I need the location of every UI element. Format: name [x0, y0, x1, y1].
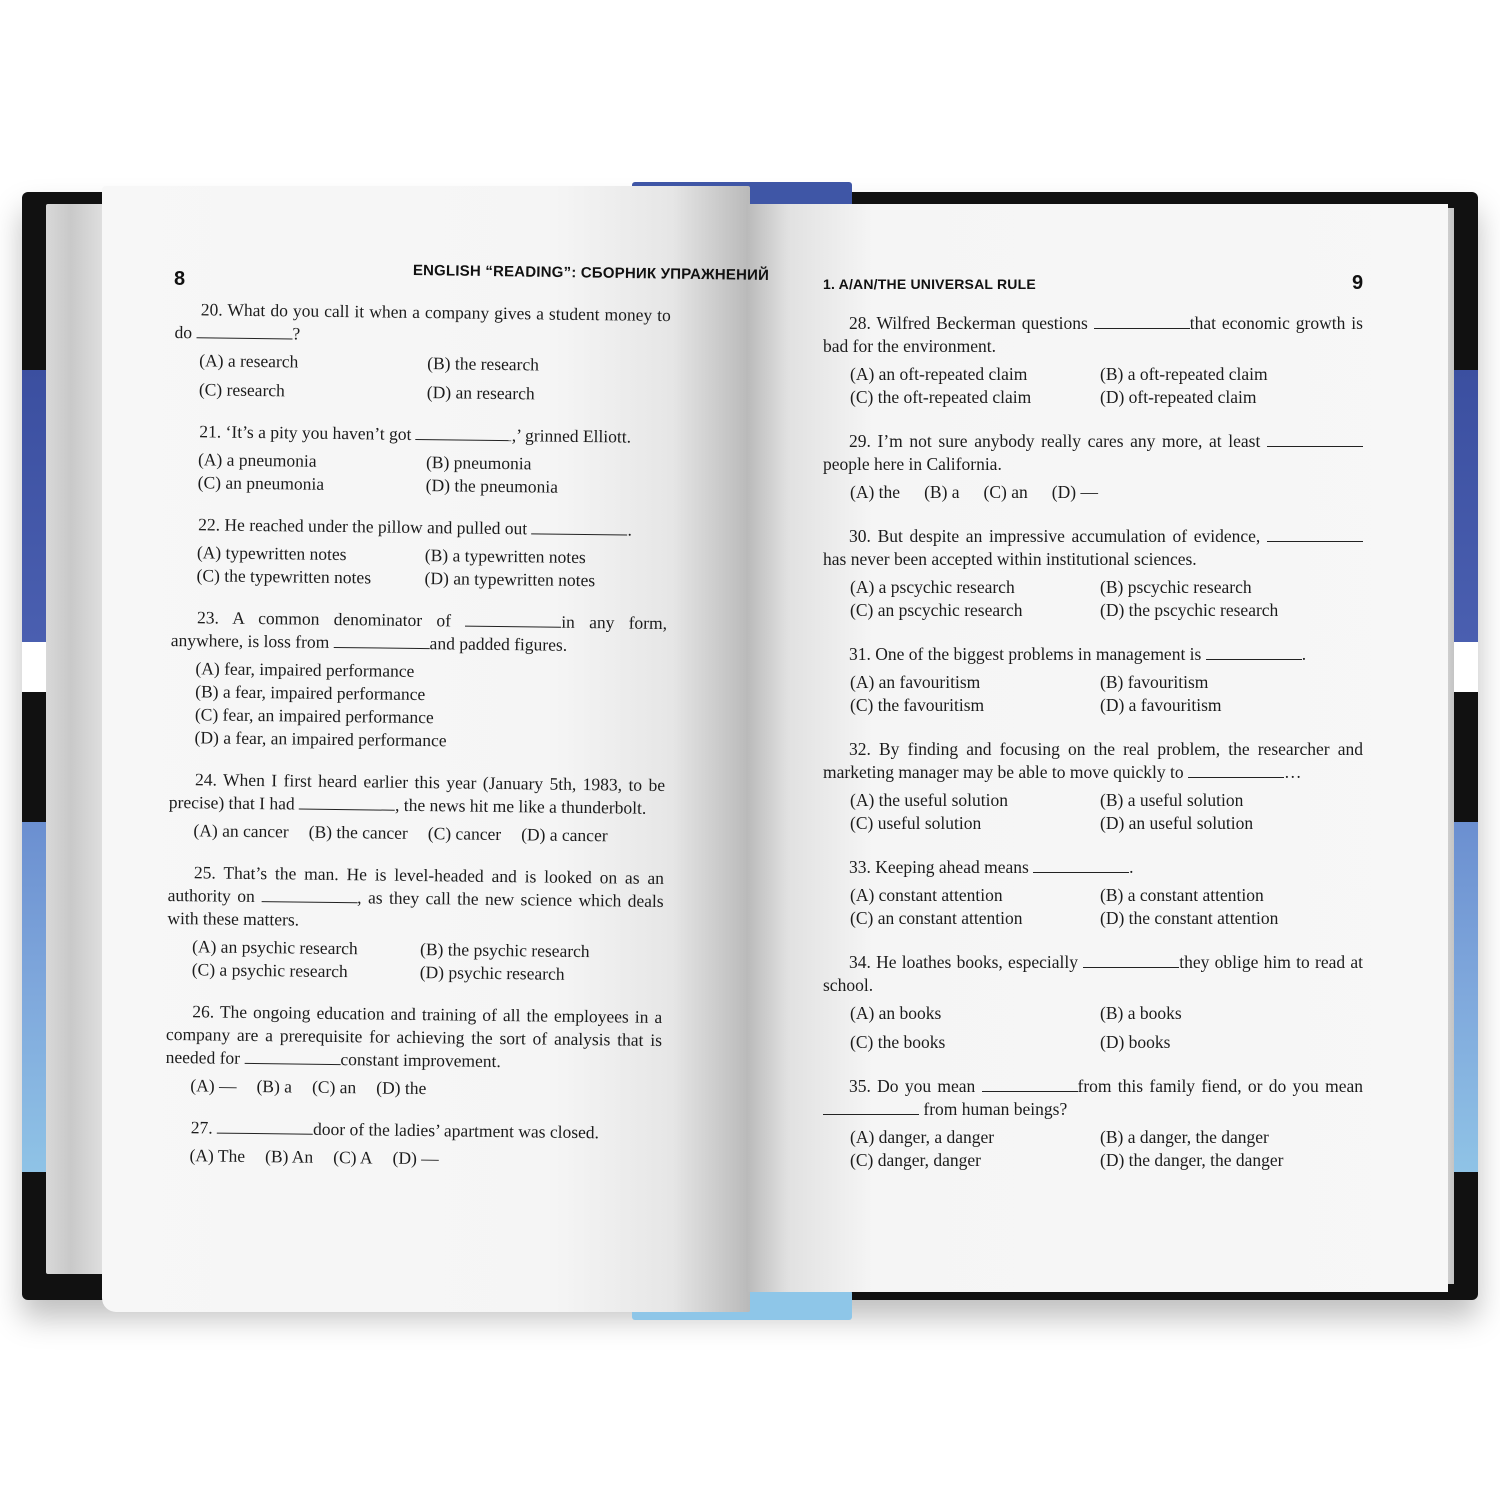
- question-text-end: , as they call the new science which deals with these matters.: [167, 887, 664, 930]
- question-text-end: .: [627, 519, 633, 540]
- answer-blank: [1267, 526, 1363, 542]
- question-text-end: people here in California.: [823, 454, 1002, 474]
- question-text-end: ,’ grinned Elliott.: [511, 425, 632, 447]
- option-a[interactable]: (A) an psychic research: [191, 936, 358, 959]
- question-30: [823, 525, 1363, 622]
- option-a[interactable]: (A) an oft-repeated claim: [850, 364, 1028, 384]
- option-a[interactable]: (A) a research: [199, 350, 299, 372]
- question-text-end: door of the ladies’ apartment was closed.: [312, 1118, 600, 1143]
- answer-blank: [465, 611, 561, 628]
- option-c[interactable]: (C) the books: [850, 1032, 946, 1052]
- question-text: 28. Wilfred Beckerman questions: [849, 313, 1094, 333]
- question-text-end: from human beings?: [919, 1099, 1068, 1119]
- option-b[interactable]: (B) a constant attention: [1100, 885, 1264, 905]
- left-page-number: 8: [174, 268, 186, 290]
- option-b[interactable]: (B) An: [264, 1146, 314, 1167]
- question-text: 35. Do you mean: [849, 1076, 982, 1096]
- question-text: 20. What do you call it when a company gives a student money to do: [174, 299, 671, 343]
- question-text: 27.: [190, 1117, 218, 1138]
- option-a[interactable]: (A) danger, a danger: [850, 1127, 995, 1147]
- question-text-end: constant improvement.: [340, 1049, 501, 1072]
- question-29: [823, 430, 1363, 504]
- answer-blank: [1094, 313, 1190, 329]
- option-a[interactable]: (A) an cancer: [193, 820, 289, 842]
- question-text: 23. A common denominator of: [196, 607, 466, 631]
- option-d[interactable]: (D) books: [1100, 1032, 1171, 1052]
- option-c[interactable]: (C) an pneumonia: [197, 472, 325, 494]
- option-c[interactable]: (C) useful solution: [850, 813, 982, 833]
- option-a[interactable]: (A) an books: [850, 1003, 942, 1023]
- question-text: 31. One of the biggest problems in management is: [849, 644, 1206, 664]
- option-d[interactable]: (D) the pscychic research: [1100, 600, 1279, 620]
- option-c[interactable]: (C) an constant attention: [850, 908, 1023, 928]
- option-c[interactable]: (C) danger, danger: [850, 1150, 981, 1170]
- question-text-end: they oblige him to read at school.: [823, 952, 1363, 995]
- option-c[interactable]: (C) the favouritism: [850, 695, 985, 715]
- question-text: 32. By finding and focusing on the real problem, the researcher and marketing manager may be able to move quickly to: [823, 739, 1363, 782]
- answer-blank: [196, 322, 292, 339]
- option-a[interactable]: (A) The: [189, 1145, 246, 1166]
- option-d[interactable]: (D) an research: [426, 382, 535, 404]
- option-b[interactable]: (B) a: [924, 482, 960, 502]
- question-text: 34. He loathes books, especially: [849, 952, 1084, 972]
- option-d[interactable]: (D) a fear, an impaired performance: [194, 727, 447, 751]
- option-a[interactable]: (A) constant attention: [850, 885, 1003, 905]
- question-text: 33. Keeping ahead means: [849, 857, 1034, 877]
- option-b[interactable]: (B) a oft-repeated claim: [1100, 364, 1268, 384]
- question-text-end: that economic growth is bad for the environment.: [823, 313, 1363, 356]
- option-c[interactable]: (C) research: [198, 379, 286, 401]
- answer-blank: [217, 1118, 313, 1135]
- question-32: [823, 738, 1363, 835]
- option-d[interactable]: (D) psychic research: [419, 962, 565, 984]
- question-26: [165, 1000, 662, 1103]
- answer-blank-2: [823, 1099, 919, 1115]
- answer-blank: [244, 1048, 340, 1065]
- option-d[interactable]: (D) the pneumonia: [425, 475, 559, 497]
- option-a[interactable]: (A) the useful solution: [850, 790, 1008, 810]
- answer-blank: [1188, 762, 1284, 778]
- option-d[interactable]: (D) a favouritism: [1100, 695, 1222, 715]
- answer-blank: [1083, 952, 1179, 968]
- option-d[interactable]: (D) —: [1051, 482, 1098, 502]
- option-a[interactable]: (A) —: [190, 1075, 237, 1096]
- page-stack-left: [46, 204, 108, 1274]
- question-text: 30. But despite an impressive accumulation of evidence,: [849, 526, 1267, 546]
- right-page-number: 9: [1352, 272, 1364, 294]
- question-text: 26. The ongoing education and training of all the employees in a company are a prerequisite for achieving the sort of analysis that is needed for: [165, 1001, 663, 1068]
- answer-blank: [299, 794, 395, 811]
- question-text: 25. That’s the man. He is level-headed and is looked on as an authority on: [167, 862, 665, 907]
- left-page-header: ENGLISH “READING”: СБОРНИК УПРАЖНЕНИЙ: [412, 262, 770, 284]
- option-c[interactable]: (C) the typewritten notes: [196, 565, 372, 588]
- option-d[interactable]: (D) —: [392, 1147, 439, 1169]
- question-text-end: ?: [292, 323, 301, 344]
- question-text-end: , the news hit me like a thunderbolt.: [394, 794, 647, 818]
- option-c[interactable]: (C) the oft-repeated claim: [850, 387, 1032, 407]
- question-27: [164, 1116, 661, 1173]
- question-22: [171, 513, 668, 593]
- question-text: 24. When I first heard earlier this year (January 5th, 1983, to be precise) that I had: [168, 769, 666, 814]
- question-text-end: .: [1301, 644, 1307, 664]
- right-page-content: [823, 312, 1363, 1172]
- option-b[interactable]: (B) a: [256, 1076, 293, 1097]
- option-a[interactable]: (A) fear, impaired performance: [195, 658, 415, 681]
- option-b[interactable]: (B) favouritism: [1100, 672, 1209, 692]
- answer-blank: [1267, 431, 1363, 447]
- option-a[interactable]: (A) a pscychic research: [850, 577, 1015, 597]
- question-text-mid: in any form, anywhere, is loss from: [170, 611, 668, 652]
- question-21: [173, 420, 670, 500]
- question-34: [823, 951, 1363, 1054]
- option-d[interactable]: (D) a cancer: [521, 824, 608, 846]
- option-a[interactable]: (A) typewritten notes: [196, 542, 347, 565]
- question-text-end: and padded figures.: [429, 633, 568, 655]
- question-31: [823, 643, 1363, 717]
- option-d[interactable]: (D) an typewritten notes: [424, 568, 596, 591]
- option-d[interactable]: (D) the constant attention: [1100, 908, 1279, 928]
- option-c[interactable]: (C) fear, an impaired performance: [194, 704, 434, 728]
- question-text: 22. He reached under the pillow and pulled out: [198, 514, 532, 539]
- option-b[interactable]: (B) a typewritten notes: [424, 545, 586, 568]
- question-35: [823, 1075, 1363, 1172]
- question-text-end: has never been accepted within institutional sciences.: [823, 549, 1197, 569]
- right-page-header: 1. A/AN/THE UNIVERSAL RULE: [823, 276, 1036, 292]
- option-d[interactable]: (D) an useful solution: [1100, 813, 1254, 833]
- option-c[interactable]: (C) A: [333, 1146, 373, 1168]
- question-25: [167, 861, 664, 987]
- option-d[interactable]: (D) the danger, the danger: [1100, 1150, 1284, 1170]
- answer-blank: [1033, 857, 1129, 873]
- option-b[interactable]: (B) a danger, the danger: [1100, 1127, 1269, 1147]
- question-text-end: …: [1283, 762, 1302, 782]
- question-text-mid: from this family fiend, or do you mean: [1077, 1076, 1363, 1096]
- option-a[interactable]: (A) the: [850, 482, 901, 502]
- option-b[interactable]: (B) a fear, impaired performance: [195, 681, 426, 705]
- option-b[interactable]: (B) pscychic research: [1100, 577, 1252, 597]
- option-c[interactable]: (C) an: [983, 482, 1028, 502]
- option-c[interactable]: (C) cancer: [427, 823, 502, 845]
- option-d[interactable]: (D) the: [376, 1077, 427, 1099]
- option-b[interactable]: (B) the psychic research: [419, 939, 590, 962]
- answer-blank: [532, 518, 628, 535]
- question-20: [174, 298, 671, 407]
- option-b[interactable]: (B) pneumonia: [425, 452, 532, 474]
- option-b[interactable]: (B) the cancer: [308, 821, 408, 843]
- question-28: [823, 312, 1363, 409]
- option-a[interactable]: (A) a pneumonia: [197, 449, 317, 471]
- question-text-end: .: [1129, 857, 1134, 877]
- option-b[interactable]: (B) the research: [427, 353, 540, 375]
- option-c[interactable]: (C) an pscychic research: [850, 600, 1023, 620]
- question-23: [169, 606, 667, 755]
- question-text: 29. I’m not sure anybody really cares any more, at least: [849, 431, 1267, 451]
- answer-blank: [1206, 644, 1302, 660]
- option-b[interactable]: (B) a useful solution: [1100, 790, 1244, 810]
- answer-blank: [416, 424, 512, 441]
- option-d[interactable]: (D) oft-repeated claim: [1100, 387, 1257, 407]
- question-33: [823, 856, 1363, 930]
- option-c[interactable]: (C) an: [311, 1076, 357, 1098]
- left-page-content: [164, 298, 671, 1173]
- option-b[interactable]: (B) a books: [1100, 1003, 1182, 1023]
- question-24: [168, 768, 665, 848]
- answer-blank-2: [334, 632, 430, 649]
- answer-blank: [261, 886, 357, 903]
- answer-blank: [982, 1076, 1078, 1092]
- option-a[interactable]: (A) an favouritism: [850, 672, 981, 692]
- question-text: 21. ‘It’s a pity you haven’t got: [199, 421, 416, 444]
- option-c[interactable]: (C) a psychic research: [191, 959, 348, 982]
